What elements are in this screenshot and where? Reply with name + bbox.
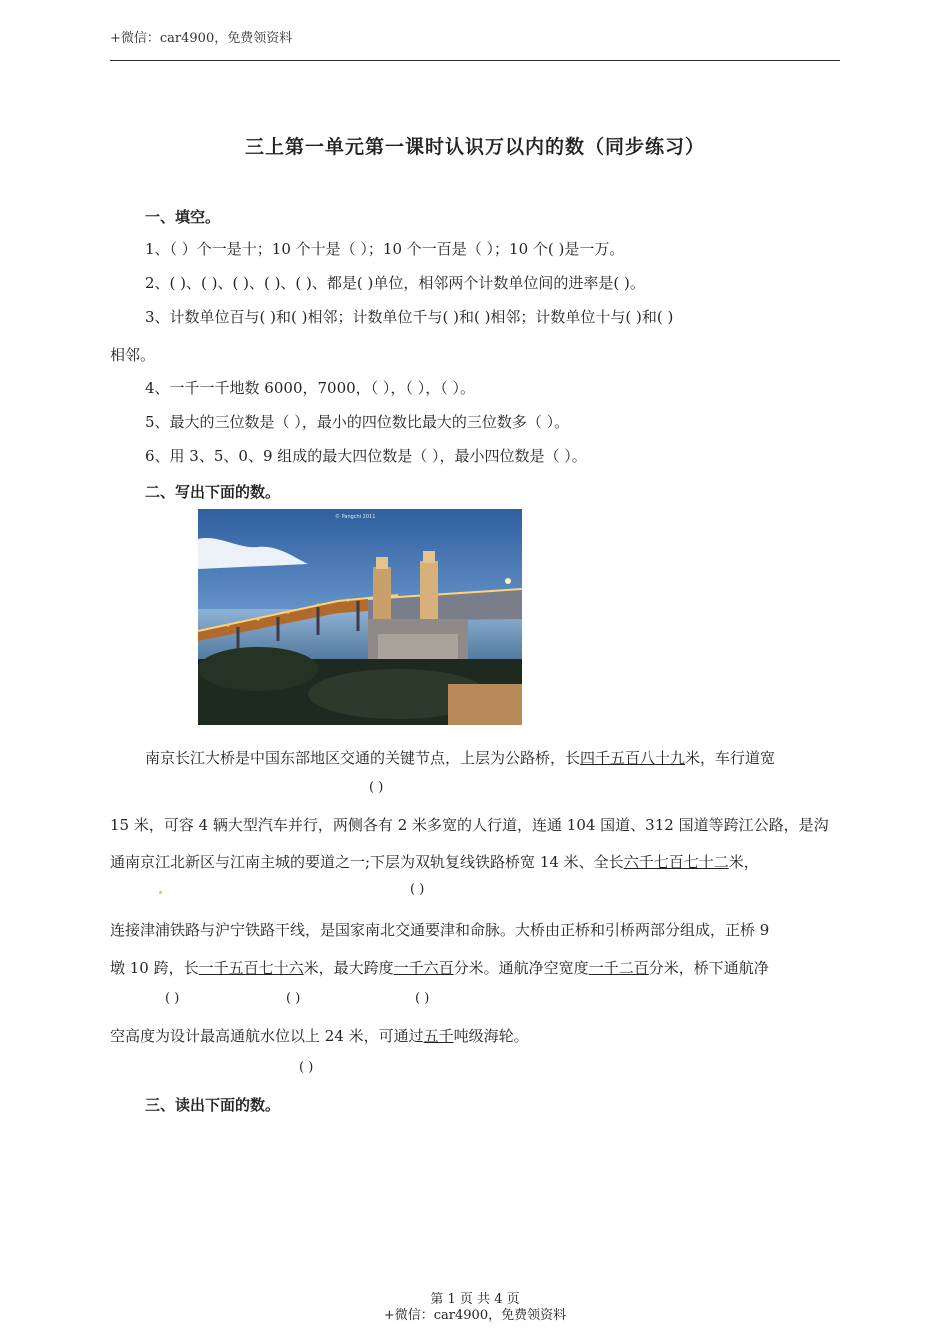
stray-dot — [159, 891, 162, 894]
header-text: +微信：car4900，免费领资料 — [110, 31, 293, 46]
section3-heading: 三、读出下面的数。 — [145, 1096, 281, 1114]
section2-heading: 二、写出下面的数。 — [145, 483, 281, 501]
paragraph-line-5 — [110, 957, 769, 978]
paragraph-line-4: 连接津浦铁路与沪宁铁路干线，是国家南北交通要津和命脉。大桥由正桥和引桥两部分组成，正桥 9 — [110, 921, 770, 939]
answer-blank-3: ( ) — [165, 991, 180, 1006]
text: 米， — [728, 853, 759, 871]
question-3-line2: 相邻。 — [110, 346, 156, 364]
photo-watermark: © Pangchi 2011 — [335, 514, 376, 520]
header-rule — [110, 60, 840, 61]
text: 米，车行道宽 — [685, 749, 776, 767]
paragraph-line-1 — [145, 747, 775, 768]
answer-blank-6: ( ) — [299, 1060, 314, 1075]
underlined-number: 六千七百七十二 — [623, 853, 729, 871]
text: 通南京江北新区与江南主城的要道之一;下层为双轨复线铁路桥宽 14 米、全长 — [110, 853, 624, 871]
underlined-number: 一千二百 — [588, 959, 649, 977]
underlined-number: 一千五百七十六 — [198, 959, 304, 977]
paragraph-line-6 — [110, 1025, 529, 1046]
question-2: 2、( )、( )、( )、( )、( )、都是( )单位，相邻两个计数单位间的进率是( )。 — [145, 274, 645, 292]
text: 南京长江大桥是中国东部地区交通的关键节点，上层为公路桥，长 — [145, 749, 581, 767]
answer-blank-4: ( ) — [286, 991, 301, 1006]
question-1: 1、（ ）个一是十；10 个十是（ ）；10 个一百是（ ）；10 个( )是一万。 — [145, 240, 625, 258]
text: 分米。通航净空宽度 — [453, 959, 589, 977]
answer-blank-2: ( ) — [410, 882, 425, 897]
text: 米，最大跨度 — [303, 959, 394, 977]
underlined-number: 五千 — [423, 1027, 454, 1045]
underlined-number: 一千六百 — [393, 959, 454, 977]
text: 空高度为设计最高通航水位以上 24 米，可通过 — [110, 1027, 424, 1045]
underlined-number: 四千五百八十九 — [580, 749, 686, 767]
bridge-photo — [198, 509, 522, 725]
text: 分米，桥下通航净 — [648, 959, 769, 977]
question-3-line1: 3、计数单位百与( )和( )相邻；计数单位千与( )和( )相邻；计数单位十与( )和( ) — [145, 308, 674, 326]
paragraph-line-2: 15 米，可容 4 辆大型汽车并行，两侧各有 2 米多宽的人行道，连通 104 国道、312 国道等跨江公路，是沟 — [110, 816, 829, 834]
answer-blank-5: ( ) — [415, 991, 430, 1006]
paragraph-line-3 — [110, 851, 759, 872]
question-4: 4、一千一千地数 6000，7000，（ ），（ ），（ ）。 — [145, 379, 475, 397]
footer-text: +微信：car4900，免费领资料 — [383, 1308, 567, 1323]
page-number: 第 1 页 共 4 页 — [430, 1292, 520, 1307]
text: 墩 10 跨，长 — [110, 959, 199, 977]
question-5: 5、最大的三位数是（ ），最小的四位数比最大的三位数多（ ）。 — [145, 413, 570, 431]
page-title: 三上第一单元第一课时认识万以内的数（同步练习） — [244, 136, 705, 158]
section1-heading: 一、填空。 — [145, 208, 221, 226]
text: 吨级海轮。 — [453, 1027, 529, 1045]
question-6: 6、用 3、5、0、9 组成的最大四位数是（ ），最小四位数是（ ）。 — [145, 447, 587, 465]
answer-blank-1: ( ) — [369, 780, 384, 795]
